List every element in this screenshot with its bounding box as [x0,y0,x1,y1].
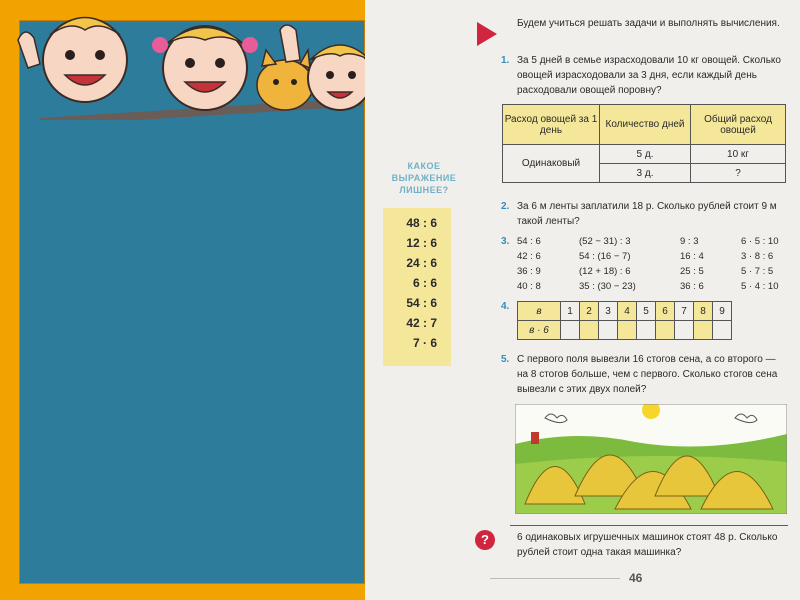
bonus-task-text: 6 одинаковых игрушечных машинок стоят 48 р. Сколько рублей стоит одна такая машинка? [517,532,778,558]
task-number: 1. [501,55,510,66]
table-cell: 1 [561,302,580,321]
table-cell[interactable] [675,321,694,340]
table-cell: 6 [656,302,675,321]
table-cell[interactable] [656,321,675,340]
table-cell: 2 [580,302,599,321]
table-cell: 9 [713,302,732,321]
table-cell[interactable] [713,321,732,340]
task-number: 2. [501,201,510,212]
page-number: 46 [629,571,643,585]
table-cell[interactable] [694,321,713,340]
task3-column: (52 − 31) : 3 54 : (16 − 7) (12 + 18) : 6 35 : (30 − 23) [579,236,636,292]
task3-column: 9 : 3 16 : 4 25 : 5 36 : 6 [680,236,704,292]
table-cell[interactable] [561,321,580,340]
kid-face-3 [308,45,365,110]
task4-table [517,301,732,340]
task-number: 4. [501,301,510,312]
table-cell: 5 [637,302,656,321]
task1-text: За 5 дней в семье израсходовали 10 кг овощей. Сколько овощей израсходовали за 3 дня, если каждый день расходовали овощей поровну? [517,55,781,96]
table-cell: 3 д. [600,164,691,183]
expression-item: 24 : 6 [406,256,437,270]
task-number: 3. [501,236,510,247]
expression-item: 6 : 6 [412,276,437,290]
task1-table [502,104,786,183]
table-cell: 5 д. [600,145,691,164]
table-cell: 4 [618,302,637,321]
task2-text: За 6 м ленты заплатили 18 р. Сколько рублей стоит 9 м такой ленты? [517,201,777,227]
kids-illustration [0,0,365,120]
table-cell: 7 [675,302,694,321]
table-header: Общий расход овощей [691,105,786,145]
expression-item: 12 : 6 [406,236,437,250]
table-cell[interactable] [637,321,656,340]
table-cell[interactable] [599,321,618,340]
textbook-page [365,0,800,600]
question-icon: ? [475,530,495,550]
kid-face-2 [152,26,258,110]
table-cell: 8 [694,302,713,321]
table-cell: ? [691,164,786,183]
expression-item: 42 : 7 [406,316,437,330]
task3-column: 6 · 5 : 10 3 · 8 : 6 5 · 7 : 5 5 · 4 : 10 [741,236,779,292]
decorative-frame [0,0,365,600]
table-header: Расход овощей за 1 день [503,105,600,145]
table-cell: в · 6 [518,321,561,340]
divider [510,525,788,526]
expression-item: 7 · 6 [412,336,437,350]
table-header: Количество дней [600,105,691,145]
task-number: 5. [501,354,510,365]
task3-column: 54 : 6 42 : 6 36 : 9 40 : 8 [517,236,541,292]
table-cell: 10 кг [691,145,786,164]
expression-item: 54 : 6 [406,296,437,310]
intro-text: Будем учиться решать задачи и выполнять вычисления. [517,18,780,29]
haystacks-illustration [515,404,787,514]
table-cell: в [518,302,561,321]
task5-text: С первого поля вывезли 16 стогов сена, а со второго — на 8 стогов больше, чем с первого. Сколько стогов сена вывезли с этих двух полей? [517,354,778,395]
odd-one-out-question: КАКОЕ ВЫРАЖЕНИЕ ЛИШНЕЕ? [391,161,457,195]
section-marker-icon [477,22,497,46]
table-cell: Одинаковый [503,145,600,183]
table-cell: 3 [599,302,618,321]
expression-item: 48 : 6 [406,216,437,230]
kid-face-1 [43,18,127,103]
footer-line [490,578,620,579]
expression-list [383,208,451,366]
table-cell[interactable] [618,321,637,340]
table-cell[interactable] [580,321,599,340]
